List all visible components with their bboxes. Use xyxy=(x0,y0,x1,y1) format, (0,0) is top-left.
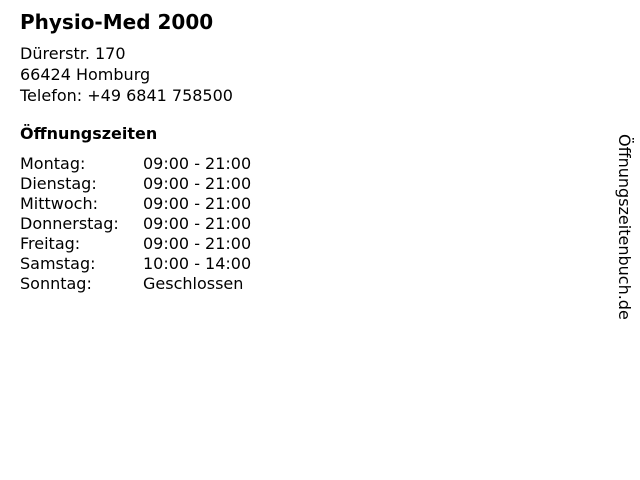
opening-hours-heading: Öffnungszeiten xyxy=(20,124,158,143)
hours-row-saturday xyxy=(20,254,251,274)
hours-day: Sonntag: xyxy=(20,274,92,293)
hours-time: 09:00 - 21:00 xyxy=(143,234,252,253)
hours-time: 10:00 - 14:00 xyxy=(143,254,252,273)
hours-day: Montag: xyxy=(20,154,86,173)
hours-day: Donnerstag: xyxy=(20,214,119,233)
business-name: Physio-Med 2000 xyxy=(20,10,214,34)
hours-row-sunday xyxy=(20,274,251,294)
hours-time: 09:00 - 21:00 xyxy=(143,154,252,173)
hours-row-tuesday xyxy=(20,174,251,194)
hours-row-friday xyxy=(20,234,251,254)
hours-day: Freitag: xyxy=(20,234,81,253)
hours-row-wednesday xyxy=(20,194,251,214)
hours-row-thursday xyxy=(20,214,251,234)
site-watermark: Öffnungszeitenbuch.de xyxy=(615,134,634,320)
hours-day: Dienstag: xyxy=(20,174,97,193)
hours-row-monday xyxy=(20,154,251,174)
hours-day: Mittwoch: xyxy=(20,194,98,213)
hours-time: 09:00 - 21:00 xyxy=(143,194,252,213)
address-block xyxy=(20,43,233,106)
opening-hours-list xyxy=(20,154,251,294)
hours-day: Samstag: xyxy=(20,254,96,273)
hours-time: Geschlossen xyxy=(143,274,244,293)
city-address: 66424 Homburg xyxy=(20,65,151,84)
hours-time: 09:00 - 21:00 xyxy=(143,214,252,233)
hours-time: 09:00 - 21:00 xyxy=(143,174,252,193)
street-address: Dürerstr. 170 xyxy=(20,44,126,63)
phone-number: Telefon: +49 6841 758500 xyxy=(20,86,233,105)
